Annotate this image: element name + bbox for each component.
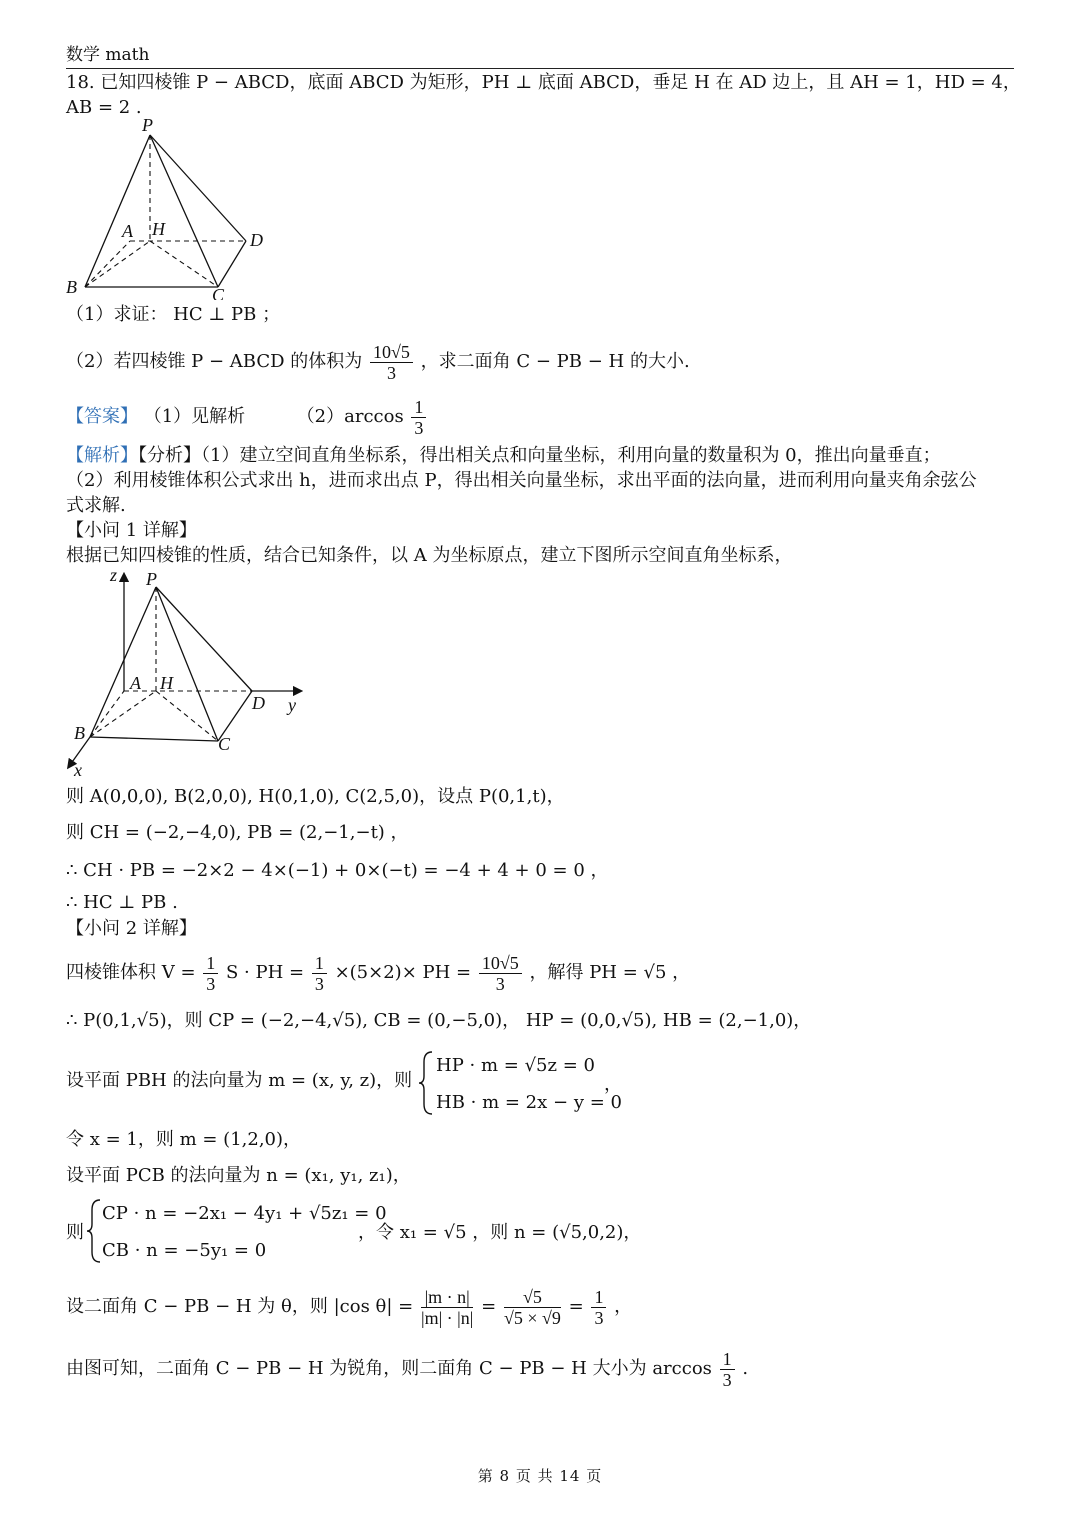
cos-eq-1: = [481,1296,497,1317]
label-C2: C [218,734,231,754]
analysis-line1 [66,445,941,467]
vol-frac-b-den: 3 [314,973,324,994]
sub1-line2: 则 CH = (−2,−4,0), PB = (2,−1,−t) ， [66,822,409,843]
label-y: y [288,695,296,715]
page-footer: 第 8 页 共 14 页 [477,1467,603,1485]
label-P2: P [146,569,157,589]
concl-end: . [742,1358,749,1379]
pbh-eq1: HP · m = √5z = 0 [436,1055,595,1076]
cos-frac2-den: √5 × √9 [503,1307,561,1328]
cos-end: ， [614,1296,633,1317]
label-B: B [66,277,77,297]
analysis-text1: 【分析】（1）建立空间直角坐标系，得出相关点和向量坐标，利用向量的数量积为 0，推出向量垂直； [138,445,941,466]
concl-frac-num: 1 [720,1349,735,1370]
label-D2: D [252,693,265,713]
analysis-line2: （2）利用棱锥体积公式求出 h，进而求出点 P，得出相关向量坐标，求出平面的法向量，进而利用向量夹角余弦公 [66,470,977,491]
pcb-eq1: CP · n = −2x₁ − 4y₁ + √5z₁ = 0 [102,1203,387,1224]
cos-frac3-den: 3 [594,1307,604,1328]
label-z: z [110,565,118,585]
subject-label: 数学 math [66,45,150,65]
sub1-title: 【小问 1 详解】 [66,520,197,541]
cos-line [66,1277,632,1337]
vol-mid2: ×(5×2)× PH = [334,962,472,983]
cos-frac3 [591,1287,606,1328]
q2-frac-den: 3 [386,362,396,383]
pcb-prefix: 设平面 PCB 的法向量为 n = (x₁, y₁, z₁)， [66,1165,411,1186]
answer-part1: （1）见解析 [143,406,246,427]
pcb-then: 则 [66,1222,84,1243]
pcb-brace [86,1198,102,1264]
cos-frac1-num: |m · n| [421,1287,473,1308]
sub1-intro: 根据已知四棱锥的性质，结合已知条件，以 A 为坐标原点，建立下图所示空间直角坐标系， [66,545,793,566]
q2-suffix: ，求二面角 C − PB − H 的大小. [420,351,690,372]
label-A: A [122,221,133,241]
vol-frac-b-num: 1 [312,953,327,974]
answer-tag: 【答案】 [66,406,138,427]
sub2-volume-line [66,946,690,1000]
vol-suffix: ，解得 PH = √5 ， [529,962,691,983]
cos-frac1-den: |m| · |n| [420,1307,474,1328]
cos-frac2-num: √5 [504,1287,561,1308]
problem-statement-line2: AB = 2 . [66,97,142,118]
concl-frac-den: 3 [722,1369,732,1390]
concl-prefix: 由图可知，二面角 C − PB − H 为锐角，则二面角 C − PB − H 大小为 arccos [66,1358,712,1379]
problem-statement-line1: 18. 已知四棱锥 P − ABCD，底面 ABCD 为矩形，PH ⊥ 底面 ABCD，垂足 H 在 AD 边上，且 AH = 1，HD = 4， [66,72,1021,93]
answer-fraction [411,397,426,438]
answer-frac-den: 3 [414,417,424,438]
question-1: （1）求证： HC ⊥ PB ； [66,304,281,325]
label-H: H [152,219,165,239]
label-C: C [212,285,225,300]
vol-frac-a [203,953,218,994]
pbh-prefix: 设平面 PBH 的法向量为 m = (x, y, z)，则 [66,1070,413,1091]
answer-part2: （2）arccos [296,406,404,427]
cos-eq-2: = [568,1296,584,1317]
cos-frac1 [421,1287,473,1328]
vol-frac-c-den: 3 [495,973,505,994]
q2-volume-fraction [370,342,413,383]
vol-frac-b [312,953,327,994]
q2-frac-num: 10√5 [370,342,413,363]
pyramid-figure [60,115,280,300]
sub2-title: 【小问 2 详解】 [66,918,197,939]
pbh-eq2: HB · m = 2x − y = 0 [436,1092,622,1113]
label-D: D [250,230,263,250]
label-P: P [142,115,153,135]
analysis-line3: 式求解. [66,495,126,516]
pbh-brace [418,1050,434,1116]
label-B2: B [74,723,85,743]
q2-prefix: （2）若四棱锥 P − ABCD 的体积为 [66,351,363,372]
cos-frac3-num: 1 [591,1287,606,1308]
answer-line [66,394,428,440]
label-x: x [74,760,82,780]
vol-prefix: 四棱锥体积 V = [66,962,196,983]
conclusion-line [66,1342,748,1396]
label-H2: H [160,673,173,693]
cos-prefix: 设二面角 C − PB − H 为 θ，则 |cos θ| = [66,1296,414,1317]
analysis-tag: 【解析】 [66,445,138,466]
sub2-p-line: ∴ P(0,1,√5)，则 CP = (−2,−4,√5), CB = (0,−5,0)， HP = (0,0,√5), HB = (2,−1,0)， [66,1010,812,1031]
sub1-line1: 则 A(0,0,0), B(2,0,0), H(0,1,0), C(2,5,0)，设点 P(0,1,t)， [66,786,565,807]
sub1-line4: ∴ HC ⊥ PB . [66,892,178,913]
page-header [66,40,1014,69]
label-A2: A [130,673,141,693]
vol-frac-c-num: 10√5 [479,953,522,974]
question-2 [66,336,690,388]
vol-frac-c [479,953,522,994]
pcb-suffix: ，令 x₁ = √5 ，则 n = (√5,0,2)， [358,1222,642,1243]
sub1-line3: ∴ CH · PB = −2×2 − 4×(−1) + 0×(−t) = −4 + 4 + 0 = 0 ， [66,860,609,881]
pcb-eq2: CB · n = −5y₁ = 0 [102,1240,267,1261]
vol-mid1: S · PH = [226,962,305,983]
let-x-line: 令 x = 1，则 m = (1,2,0)， [66,1129,302,1150]
cos-frac2 [504,1287,561,1328]
vol-frac-a-den: 3 [206,973,216,994]
concl-frac [720,1349,735,1390]
vol-frac-a-num: 1 [203,953,218,974]
pbh-comma: ， [604,1074,622,1095]
coordinate-figure [60,565,320,780]
answer-frac-num: 1 [411,397,426,418]
